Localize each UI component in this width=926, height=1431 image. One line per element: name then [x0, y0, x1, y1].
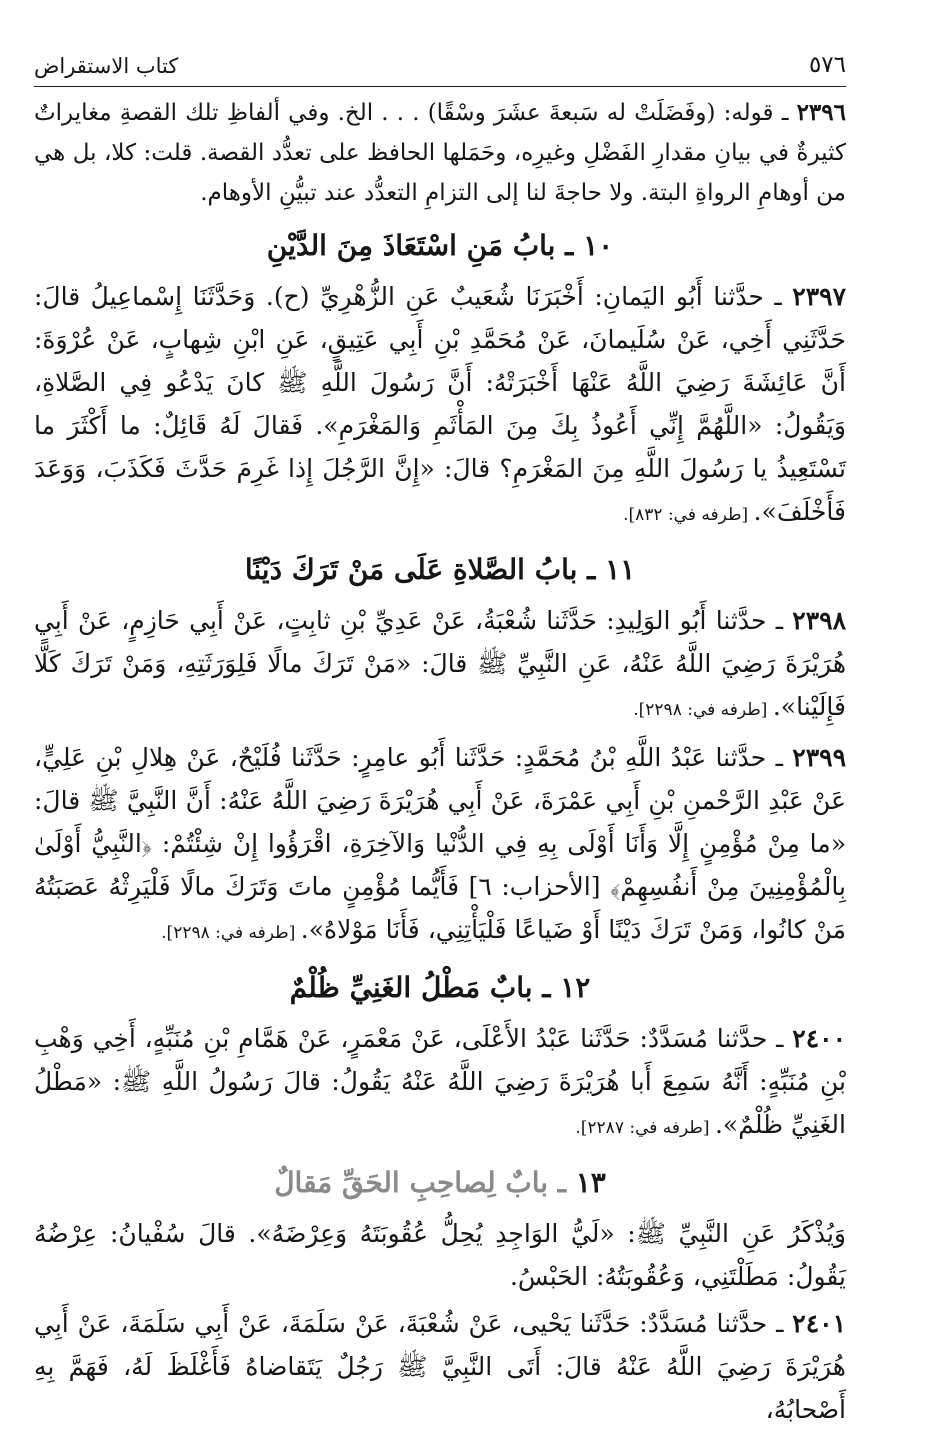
chapter-number: ١٣: [575, 1166, 606, 1199]
hadith-paragraph: [34, 1212, 846, 1298]
chapter-number: ١٠: [583, 229, 614, 262]
chapter-title: ـ بابُ الصَّلاةِ عَلَى مَنْ تَرَكَ دَيْنًا: [244, 553, 606, 586]
book-title: كتاب الاستقراض: [34, 54, 179, 78]
hadith-text: ـ حدَّثنا مُسَدَّدٌ: حَدَّثَنا يَحْيى، عَنْ شُعْبَةَ، عَنْ سَلَمَةَ، عَنْ أَبِي سَلَمَةَ، عَنْ أَبِي هُرَيْرَةَ رَضِيَ اللَّهُ عَنْهُ قالَ: أَتَى النَّبِيَّ ﷺ رَجُلٌ يَتَقاضاهُ فَأَغْلَظَ لَهُ، فَهَمَّ بِهِ أَصْحابُهُ،: [34, 1309, 846, 1424]
hadith-text: ـ حدَّثنا عَبْدُ اللَّهِ بْنُ مُحَمَّدٍ: حَدَّثَنا أَبُو عامِرٍ: حَدَّثَنا فُلَيْحٌ، عَنْ هِلالِ بْنِ عَلِيٍّ، عَنْ عَبْدِ الرَّحْمنِ بْنِ أَبِي عَمْرَةَ، عَنْ أَبِي هُرَيْرَةَ رَضِيَ اللَّهُ عَنْهُ: أَنَّ النَّبِيَّ ﷺ قالَ: «ما مِنْ مُؤْمِنٍ إِلَّا وَأَنَا أَوْلَى بِهِ فِي الدُّنْيا وَالآخِرَةِ، اقْرَؤُوا إِنْ شِئْتُمْ: ﴿النَّبِيُّ أَوْلَىٰ بِالْمُؤْمِنِينَ مِنْ أَنفُسِهِمْ﴾ [الأحزاب: ٦] فَأَيُّما مُؤْمِنٍ ماتَ وَتَرَكَ مالًا فَلْيَرِثْهُ عَصَبَتُهُ مَنْ كانُوا، وَمَنْ تَرَكَ دَيْنًا أَوْ ضَياعًا فَلْيَأْتِنِي، فَأَنَا مَوْلاهُ».: [34, 743, 846, 944]
hadith-number: ٢٣٩٩: [792, 743, 846, 772]
chapter-title: ـ بابٌ لِصاحِبِ الحَقِّ مَقالٌ: [274, 1166, 576, 1199]
hadith-paragraph: [34, 275, 846, 537]
cross-reference: [طرفه في: ٢٢٨٧].: [575, 1118, 715, 1138]
hadith-paragraph: [34, 1302, 846, 1431]
page-number: ٥٧٦: [808, 52, 846, 78]
hadith-paragraph: [34, 736, 846, 955]
hadith-number: ٢٣٩٦: [796, 99, 846, 126]
chapter-heading: [34, 1158, 846, 1208]
commentary-paragraph: [34, 93, 846, 213]
chapter-heading: [34, 545, 846, 595]
cross-reference: [طرفه في: ٢٢٩٨].: [161, 923, 301, 943]
chapter-title: ـ بابُ مَنِ اسْتَعَاذَ مِنَ الدَّيْنِ: [266, 229, 584, 262]
hadith-number: ٢٤٠١: [792, 1309, 846, 1338]
chapter-heading: [34, 221, 846, 271]
hadith-text: وَيُذْكَرُ عَنِ النَّبِيِّ ﷺ: «لَيُّ الوَاجِدِ يُحِلُّ عُقُوبَتَهُ وَعِرْضَهُ». قالَ سُفْيانُ: عِرْضُهُ يَقُولُ: مَطَلْتَنِي، وَعُقُوبَتُهُ: الحَبْسُ.: [34, 1219, 846, 1291]
hadith-text: ـ حدَّثنا أَبُو الوَلِيدِ: حَدَّثَنا شُعْبَةُ، عَنْ عَدِيِّ بْنِ ثابِتٍ، عَنْ أَبِي حَازِمٍ، عَنْ أَبِي هُرَيْرَةَ رَضِيَ اللَّهُ عَنْهُ، عَنِ النَّبِيِّ ﷺ قالَ: «مَنْ تَرَكَ مالًا فَلِوَرَثَتِهِ، وَمَنْ تَرَكَ كَلًّا فَإِلَيْنا».: [34, 606, 846, 721]
hadith-number: ٢٣٩٨: [792, 606, 846, 635]
hadith-number: ٢٤٠٠: [792, 1024, 846, 1053]
paragraph-text: ـ قوله: (وفَضَلَتْ له سَبعةَ عشَرَ وسْقًا) . . . الخ. وفي ألفاظِ تلك القصةِ مغايراتٌ كثيرةٌ في بيانِ مقدارِ الفَضْلِ وغيرِه، وحَمَلها الحافظ على تعدُّد القصة. قلت: كلا، بل هي من أوهامِ الرواةِ البتة. ولا حاجةَ لنا إلى التزامِ التعدُّد عند تبيُّنِ الأوهام.: [34, 100, 846, 206]
page-content: [34, 93, 846, 1431]
chapter-heading: [34, 963, 846, 1013]
hadith-paragraph: [34, 599, 846, 732]
chapter-number: ١٢: [560, 971, 591, 1004]
cross-reference: [طرفه في: ٢٢٩٨].: [633, 700, 773, 720]
hadith-number: ٢٣٩٧: [792, 282, 846, 311]
hadith-paragraph: [34, 1017, 846, 1150]
chapter-number: ١١: [605, 553, 636, 586]
chapter-title: ـ بابٌ مَطْلُ الغَنِيِّ ظُلْمٌ: [289, 971, 561, 1004]
cross-reference: [طرفه في: ٨٣٢].: [623, 505, 754, 525]
hadith-text: ـ حدَّثنا أَبُو اليَمانِ: أَخْبَرَنَا شُعَيبٌ عَنِ الزُّهْرِيِّ (ح). وَحَدَّثَنَا إِسْماعِيلُ قالَ: حَدَّثَنِي أَخِي، عَنْ سُلَيمانَ، عَنْ مُحَمَّدِ بْنِ أَبِي عَتِيقٍ، عَنِ ابْنِ شِهابٍ، عَنْ عُرْوَةَ: أَنَّ عَائِشَةَ رَضِيَ اللَّهُ عَنْهَا أَخْبَرَتْهُ: أَنَّ رَسُولَ اللَّهِ ﷺ كانَ يَدْعُو فِي الصَّلاةِ، وَيَقُولُ: «اللَّهُمَّ إِنِّي أَعُوذُ بِكَ مِنَ المَأْثَمِ وَالمَغْرَمِ». فَقالَ لَهُ قَائِلٌ: ما أَكْثَرَ ما تَسْتَعِيذُ يا رَسُولَ اللَّهِ مِنَ المَغْرَمِ؟ قالَ: «إِنَّ الرَّجُلَ إِذا غَرِمَ حَدَّثَ فَكَذَبَ، وَوَعَدَ فَأَخْلَفَ».: [34, 282, 846, 526]
hadith-text: ـ حدَّثنا مُسَدَّدٌ: حَدَّثَنا عَبْدُ الأَعْلَى، عَنْ مَعْمَرٍ، عَنْ هَمَّامِ بْنِ مُنَبِّهٍ، أَخِي وَهْبِ بْنِ مُنَبِّهٍ: أَنَّهُ سَمِعَ أَبا هُرَيْرَةَ رَضِيَ اللَّهُ عَنْهُ يَقُولُ: قالَ رَسُولُ اللَّهِ ﷺ: «مَطْلُ الغَنِيِّ ظُلْمٌ».: [34, 1024, 846, 1139]
running-header: [34, 52, 846, 87]
